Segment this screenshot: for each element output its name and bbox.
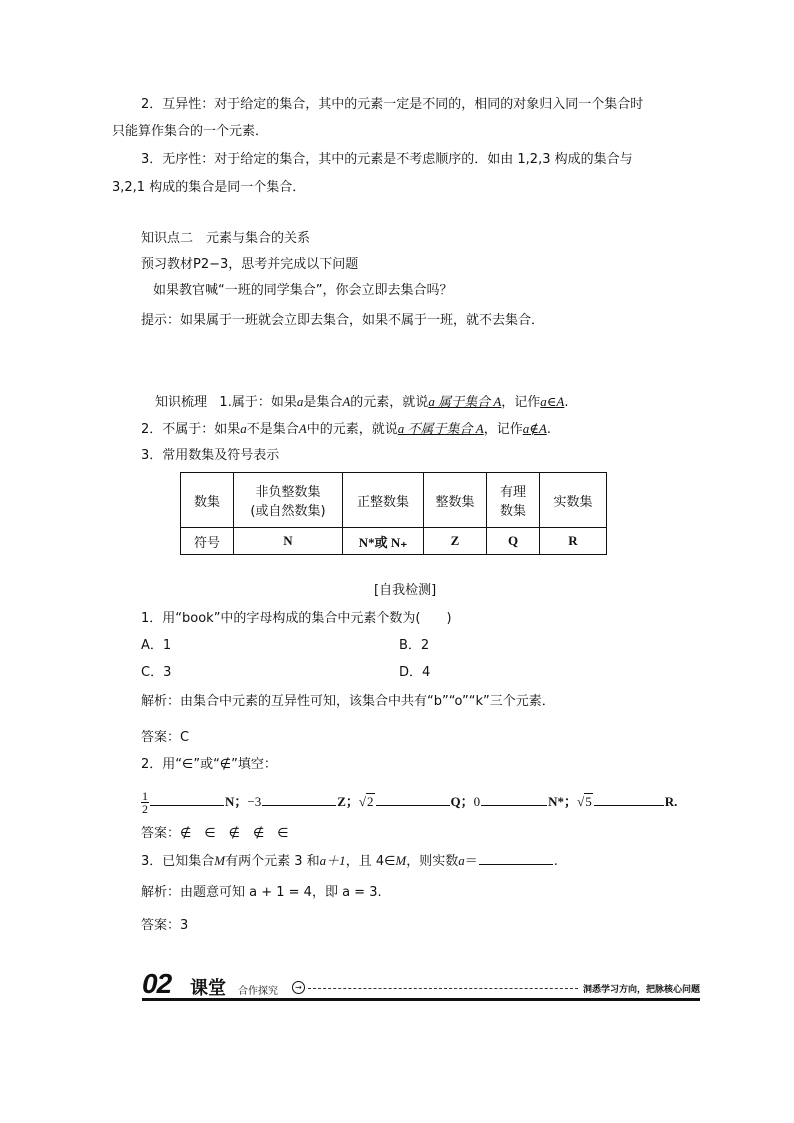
sqrt-five: √5 (577, 794, 592, 809)
sort-label: 知识梳理 (155, 395, 208, 410)
table-header-cell: 非负整数集 (或自然数集) (234, 473, 343, 528)
table-cell: Q (487, 528, 540, 555)
answer-blank[interactable] (150, 793, 224, 806)
q1-option-a: A．1 (141, 638, 172, 653)
section-word: 课堂 (190, 978, 226, 999)
not-belongs-underline: a 不属于集合 A (397, 421, 484, 436)
q2-blanks: $\frac{1}{2}$ N；−3 Z；√2 Q；0 N*；√5 R. (142, 789, 678, 816)
q3-answer: 答案：3 (141, 918, 189, 933)
arrow-right-icon: → (292, 981, 305, 994)
q1-answer: 答案：C (141, 730, 190, 745)
self-check-title: [自我检测] (374, 583, 437, 598)
section-subtitle: 合作探究 (238, 986, 278, 997)
section-tagline: 洞悉学习方向，把脉核心问题 (582, 985, 700, 995)
table-cell: 符号 (181, 528, 234, 555)
para-3-line-2: 3,2,1 构成的集合是同一个集合． (112, 180, 306, 195)
kp2-question: 如果教官喊“一班的同学集合”，你会立即去集合吗？ (153, 283, 453, 298)
table-cell: R (540, 528, 607, 555)
q1: 1．用“book”中的字母构成的集合中元素个数为( ) (141, 611, 452, 626)
banner-rule (142, 998, 700, 1001)
table-header-cell: 整数集 (424, 473, 487, 528)
sort-line-1: 知识梳理 1.属于：如果a是集合A的元素，就说a 属于集合 A，记作a∈A. (155, 394, 569, 410)
kp2-title: 知识点二 元素与集合的关系 (141, 231, 311, 246)
q1-option-d: D．4 (399, 665, 431, 680)
answer-blank[interactable] (262, 793, 336, 806)
para-3-line-1: 3．无序性：对于给定的集合，其中的元素是不考虑顺序的．如由 1,2,3 构成的集合与 (141, 152, 633, 167)
kp2-hint: 提示：如果属于一班就会立即去集合，如果不属于一班，就不去集合． (141, 313, 545, 328)
sort-line-3: 3．常用数集及符号表示 (141, 448, 280, 463)
table-cell: N (234, 528, 343, 555)
belongs-underline: a 属于集合 A (428, 394, 502, 409)
section-banner (142, 968, 700, 1002)
answer-blank[interactable] (594, 793, 664, 806)
q1-option-b: B．2 (399, 638, 430, 653)
belongs-symbol: a∈A (540, 394, 565, 409)
kp2-preview: 预习教材P2−3，思考并完成以下问题 (141, 257, 359, 272)
fraction-one-half: $\frac{1}{2}$ (142, 789, 148, 816)
table-header-cell: 实数集 (540, 473, 607, 528)
number-set-table (180, 472, 607, 555)
table-header-cell: 正整数集 (343, 473, 424, 528)
answer-blank[interactable] (479, 852, 553, 865)
dashed-divider (308, 988, 578, 989)
not-belongs-symbol: a∉A (522, 421, 547, 436)
table-cell: Z (424, 528, 487, 555)
q2: 2．用“∈”或“∉”填空： (141, 757, 277, 772)
para-2-line-1: 2．互异性：对于给定的集合，其中的元素一定是不同的，相同的对象归入同一个集合时 (141, 97, 644, 112)
answer-blank[interactable] (376, 793, 450, 806)
sqrt-two: √2 (358, 794, 374, 809)
q1-analysis: 解析：由集合中元素的互异性可知，该集合中共有“b”“o”“k”三个元素． (141, 694, 555, 709)
answer-blank[interactable] (481, 793, 547, 806)
q2-answer: 答案：∉ ∈ ∉ ∉ ∈ (141, 826, 289, 841)
q1-option-c: C．3 (141, 665, 172, 680)
q3: 3．已知集合M有两个元素 3 和a＋1，且 4∈M，则实数a＝ . (141, 853, 558, 869)
table-cell: N*或 N₊ (343, 528, 424, 555)
sort-line-2: 2．不属于：如果a不是集合A中的元素，就说a 不属于集合 A，记作a∉A. (141, 421, 551, 437)
q3-analysis: 解析：由题意可知 a + 1 = 4，即 a = 3. (141, 885, 382, 900)
section-number: 02 (142, 968, 172, 999)
table-header-cell: 有理 数集 (487, 473, 540, 528)
para-2-line-2: 只能算作集合的一个元素． (112, 124, 269, 139)
table-header-cell: 数集 (181, 473, 234, 528)
